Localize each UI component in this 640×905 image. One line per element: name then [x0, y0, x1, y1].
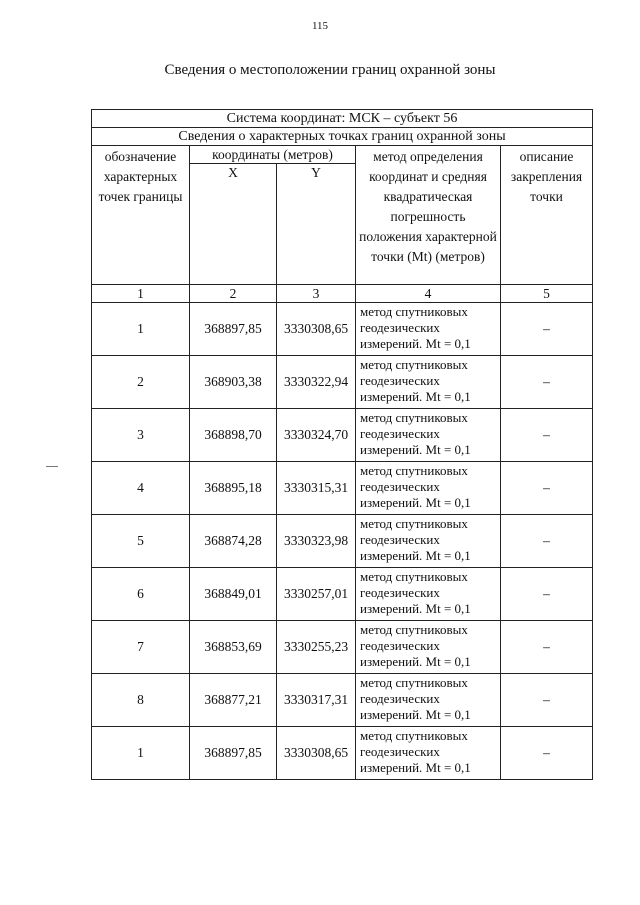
method-line: измерений. Mt = 0,1: [360, 654, 471, 669]
method-cell: [356, 727, 501, 780]
description-cell: –: [501, 409, 593, 462]
y-coordinate-cell: 3330257,01: [277, 568, 356, 621]
y-coordinate-cell: 3330322,94: [277, 356, 356, 409]
column-number-cell: 2: [190, 285, 277, 303]
x-coordinate-cell: 368903,38: [190, 356, 277, 409]
description-cell: –: [501, 621, 593, 674]
method-line: геодезических: [360, 532, 440, 547]
table-row: [92, 409, 593, 462]
method-line: геодезических: [360, 691, 440, 706]
header-x-cell: X: [190, 164, 277, 285]
point-id-cell: 4: [92, 462, 190, 515]
method-line: геодезических: [360, 373, 440, 388]
point-id-cell: 8: [92, 674, 190, 727]
description-cell: –: [501, 727, 593, 780]
table-row: [92, 568, 593, 621]
x-coordinate-cell: 368897,85: [190, 303, 277, 356]
y-coordinate-cell: 3330317,31: [277, 674, 356, 727]
method-line: измерений. Mt = 0,1: [360, 442, 471, 457]
header-method-cell: метод определения координат и средняя квадратическая погрешность положения характерной точки (Mt) (метров): [356, 146, 501, 285]
method-cell: [356, 409, 501, 462]
point-id-cell: 6: [92, 568, 190, 621]
table-row: [92, 515, 593, 568]
method-cell: [356, 568, 501, 621]
x-coordinate-cell: 368874,28: [190, 515, 277, 568]
column-number-cell: 3: [277, 285, 356, 303]
method-line: геодезических: [360, 744, 440, 759]
table-row: [92, 356, 593, 409]
table-row: [92, 674, 593, 727]
point-id-cell: 7: [92, 621, 190, 674]
method-line: измерений. Mt = 0,1: [360, 389, 471, 404]
table-row: [92, 621, 593, 674]
header-point-cell: обозначение характерных точек границы: [92, 146, 190, 285]
method-line: метод спутниковых: [360, 463, 468, 478]
description-cell: –: [501, 515, 593, 568]
point-id-cell: 5: [92, 515, 190, 568]
header-row: [92, 146, 593, 164]
table-row: [92, 462, 593, 515]
method-line: геодезических: [360, 426, 440, 441]
y-coordinate-cell: 3330308,65: [277, 727, 356, 780]
method-cell: [356, 356, 501, 409]
method-line: метод спутниковых: [360, 675, 468, 690]
y-coordinate-cell: 3330323,98: [277, 515, 356, 568]
y-coordinate-cell: 3330255,23: [277, 621, 356, 674]
point-id-cell: 1: [92, 303, 190, 356]
boundary-points-table: [91, 109, 593, 780]
column-number-cell: 4: [356, 285, 501, 303]
method-line: измерений. Mt = 0,1: [360, 760, 471, 775]
method-line: метод спутниковых: [360, 304, 468, 319]
description-cell: –: [501, 674, 593, 727]
table-subtitle-cell: Сведения о характерных точках границ охранной зоны: [92, 128, 593, 146]
point-id-cell: 3: [92, 409, 190, 462]
method-line: геодезических: [360, 585, 440, 600]
x-coordinate-cell: 368898,70: [190, 409, 277, 462]
description-cell: –: [501, 303, 593, 356]
method-line: метод спутниковых: [360, 728, 468, 743]
method-line: метод спутниковых: [360, 410, 468, 425]
x-coordinate-cell: 368849,01: [190, 568, 277, 621]
description-cell: –: [501, 462, 593, 515]
method-line: геодезических: [360, 638, 440, 653]
method-cell: [356, 621, 501, 674]
y-coordinate-cell: 3330324,70: [277, 409, 356, 462]
method-line: измерений. Mt = 0,1: [360, 336, 471, 351]
method-line: метод спутниковых: [360, 357, 468, 372]
method-line: метод спутниковых: [360, 516, 468, 531]
column-numbers-row: [92, 285, 593, 303]
column-number-cell: 1: [92, 285, 190, 303]
method-line: измерений. Mt = 0,1: [360, 707, 471, 722]
description-cell: –: [501, 356, 593, 409]
header-y-cell: Y: [277, 164, 356, 285]
method-cell: [356, 515, 501, 568]
coordinate-system-row: [92, 110, 593, 128]
y-coordinate-cell: 3330315,31: [277, 462, 356, 515]
point-id-cell: 2: [92, 356, 190, 409]
subtitle-row: [92, 128, 593, 146]
table-row: [92, 303, 593, 356]
page-number: 115: [311, 20, 329, 32]
column-number-cell: 5: [501, 285, 593, 303]
method-line: метод спутниковых: [360, 569, 468, 584]
x-coordinate-cell: 368853,69: [190, 621, 277, 674]
document-title: Сведения о местоположении границ охранной зоны: [164, 62, 496, 78]
coordinate-system-cell: Система координат: МСК – субъект 56: [92, 110, 593, 128]
margin-mark: [46, 466, 58, 467]
method-line: измерений. Mt = 0,1: [360, 601, 471, 616]
method-line: метод спутниковых: [360, 622, 468, 637]
y-coordinate-cell: 3330308,65: [277, 303, 356, 356]
method-cell: [356, 462, 501, 515]
method-line: измерений. Mt = 0,1: [360, 495, 471, 510]
table-row: [92, 727, 593, 780]
method-line: геодезических: [360, 479, 440, 494]
method-line: измерений. Mt = 0,1: [360, 548, 471, 563]
header-coords-cell: координаты (метров): [190, 146, 356, 164]
method-cell: [356, 303, 501, 356]
description-cell: –: [501, 568, 593, 621]
method-line: геодезических: [360, 320, 440, 335]
header-description-cell: описание закрепления точки: [501, 146, 593, 285]
point-id-cell: 1: [92, 727, 190, 780]
method-cell: [356, 674, 501, 727]
x-coordinate-cell: 368897,85: [190, 727, 277, 780]
x-coordinate-cell: 368895,18: [190, 462, 277, 515]
x-coordinate-cell: 368877,21: [190, 674, 277, 727]
